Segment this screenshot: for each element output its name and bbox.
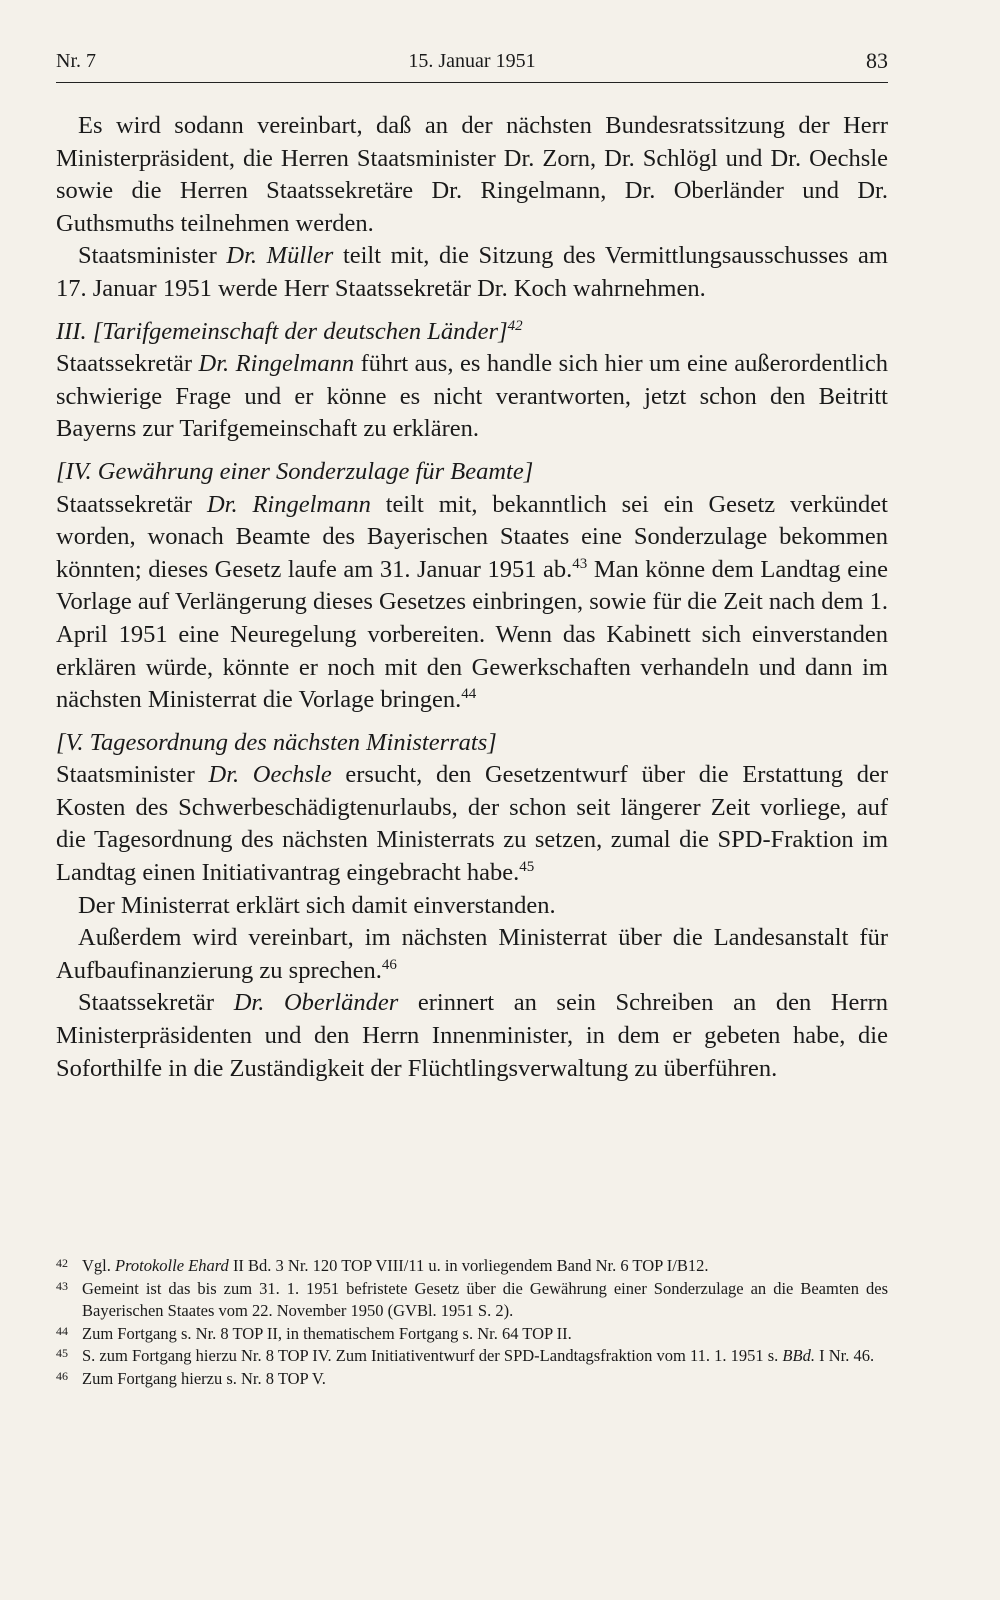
footnote-ref: 45 [519,859,535,876]
speaker-name: Dr. Müller [226,242,334,270]
text-run: Staatsminister [56,761,209,789]
header-rule [56,82,888,83]
paragraph [56,489,888,717]
main-text [56,110,888,1085]
text-run: Staatsminister [78,242,227,270]
footnote-text: I Nr. 46. [814,1346,875,1366]
text-run: Man könne dem Landtag eine Vorlage auf Verlängerung dieses Gesetzes einbringen, sowie für die Zeit nach dem 1. April 1951 eine Neuregelung vorbereiten. Wenn das Kabinett sich einverstanden erklären würde, könnte er noch mit den Gewerkschaften verhandeln und dann im nächsten Ministerrat die Vorlage bringen. [56,555,889,714]
text-run: teilt mit, bekanntlich sei ein Gesetz verkündet worden, wonach Beamte des Bayerischen Staates eine Sonderzulage bekommen könnten; dieses Gesetz laufe am 31. Januar 1951 ab. [56,490,888,583]
paragraph [56,922,888,987]
footnote-citation: Protokolle Ehard [115,1256,229,1275]
section-heading: [V. Tagesordnung des nächsten Ministerrats] [56,728,497,756]
issue-number: Nr. 7 [56,50,96,72]
paragraph [56,240,888,305]
footnote-ref: 44 [461,686,477,703]
footnote-ref: 43 [572,555,588,572]
section-heading: [IV. Gewährung einer Sonderzulage für Beamte] [56,457,534,485]
footnote-text: Zum Fortgang hierzu s. Nr. 8 TOP V. [82,1368,326,1388]
speaker-name: Dr. Oberländer [233,989,399,1017]
footnote-number: 42 [56,1256,68,1270]
text-run: Staatssekretär [56,350,199,378]
footnote-citation: BBd. [782,1346,815,1366]
text-run: Staatssekretär [56,490,207,518]
footnote [56,1255,888,1278]
speaker-name: Dr. Ringelmann [206,490,371,518]
text-run: Staatssekretär [78,989,234,1017]
text-run: erinnert an sein Schreiben an den Herrn Ministerpräsidenten und den Herrn Innenminister, in dem er gebeten habe, die Soforthilfe in die Zuständigkeit der Flüchtlingsverwaltung zu überführen. [56,989,888,1082]
speaker-name: Dr. Ringelmann [198,350,355,378]
heading-text: III. [Tarifgemeinschaft der deutschen Länder] [56,317,508,345]
text-run: führt aus, es handle sich hier um eine außerordentlich schwierige Frage und er könne es nicht verantworten, jetzt schon den Beitritt Bayerns zur Tarifgemeinschaft zu erklären. [56,350,888,443]
footnote-text: S. zum Fortgang hierzu Nr. 8 TOP IV. Zum Initiativentwurf der SPD-Landtagsfraktion vom 11. 1. 1951 s. [82,1346,783,1366]
footnote-text: Gemeint ist das bis zum 31. 1. 1951 befristete Gesetz über die Gewährung einer Sonderzulage an die Beamten des Bayerischen Staates vom 22. November 1950 (GVBl. 1951 S. 2). [82,1278,888,1321]
text-run: ersucht, den Gesetzentwurf über die Erstattung der Kosten des Schwerbeschädigtenurlaubs, der schon seit längerer Zeit vorliege, auf die Tagesordnung des nächsten Ministerrats zu setzen, zumal die SPD-Fraktion im Landtag einen Initiativantrag eingebracht habe. [56,761,888,887]
running-header [56,44,888,78]
footnote-number: 43 [56,1278,68,1293]
footnote-number: 46 [56,1368,68,1383]
footnotes [56,1255,888,1391]
paragraph: Es wird sodann vereinbart, daß an der nächsten Bundesratssitzung der Herr Ministerpräsident, die Herren Staatsminister Dr. Zorn, Dr. Schlögl und Dr. Oechsle sowie die Herren Staatssekretäre Dr. Ringelmann, Dr. Oberländer und Dr. Guthsmuths teilnehmen werden. [56,112,888,237]
footnote-text: Vgl. [82,1256,115,1275]
paragraph [56,759,888,889]
section-heading [56,316,888,349]
footnote [56,1368,888,1391]
footnote [56,1278,888,1323]
footnote [56,1323,888,1346]
page-number: 83 [866,48,888,73]
paragraph: Der Ministerrat erklärt sich damit einverstanden. [78,891,556,919]
text-run: teilt mit, die Sitzung des Vermittlungsausschusses am 17. Januar 1951 werde Herr Staatssekretär Dr. Koch wahrnehmen. [56,242,888,302]
text-run: Außerdem wird vereinbart, im nächsten Ministerrat über die Landesanstalt für Aufbaufinanzierung zu sprechen. [56,924,888,984]
paragraph [56,348,888,446]
footnote-ref: 46 [381,956,397,973]
footnote-number: 45 [56,1346,68,1361]
paragraph [56,987,888,1085]
header-date: 15. Januar 1951 [408,50,536,72]
speaker-name: Dr. Oechsle [208,761,332,789]
footnote-number: 44 [56,1323,68,1338]
footnote-text: Zum Fortgang s. Nr. 8 TOP II, in thematischem Fortgang s. Nr. 64 TOP II. [82,1323,572,1343]
footnote-ref: 42 [507,317,523,334]
footnote-text: II Bd. 3 Nr. 120 TOP VIII/11 u. in vorliegendem Band Nr. 6 TOP I/B12. [228,1256,709,1275]
footnote [56,1345,888,1368]
